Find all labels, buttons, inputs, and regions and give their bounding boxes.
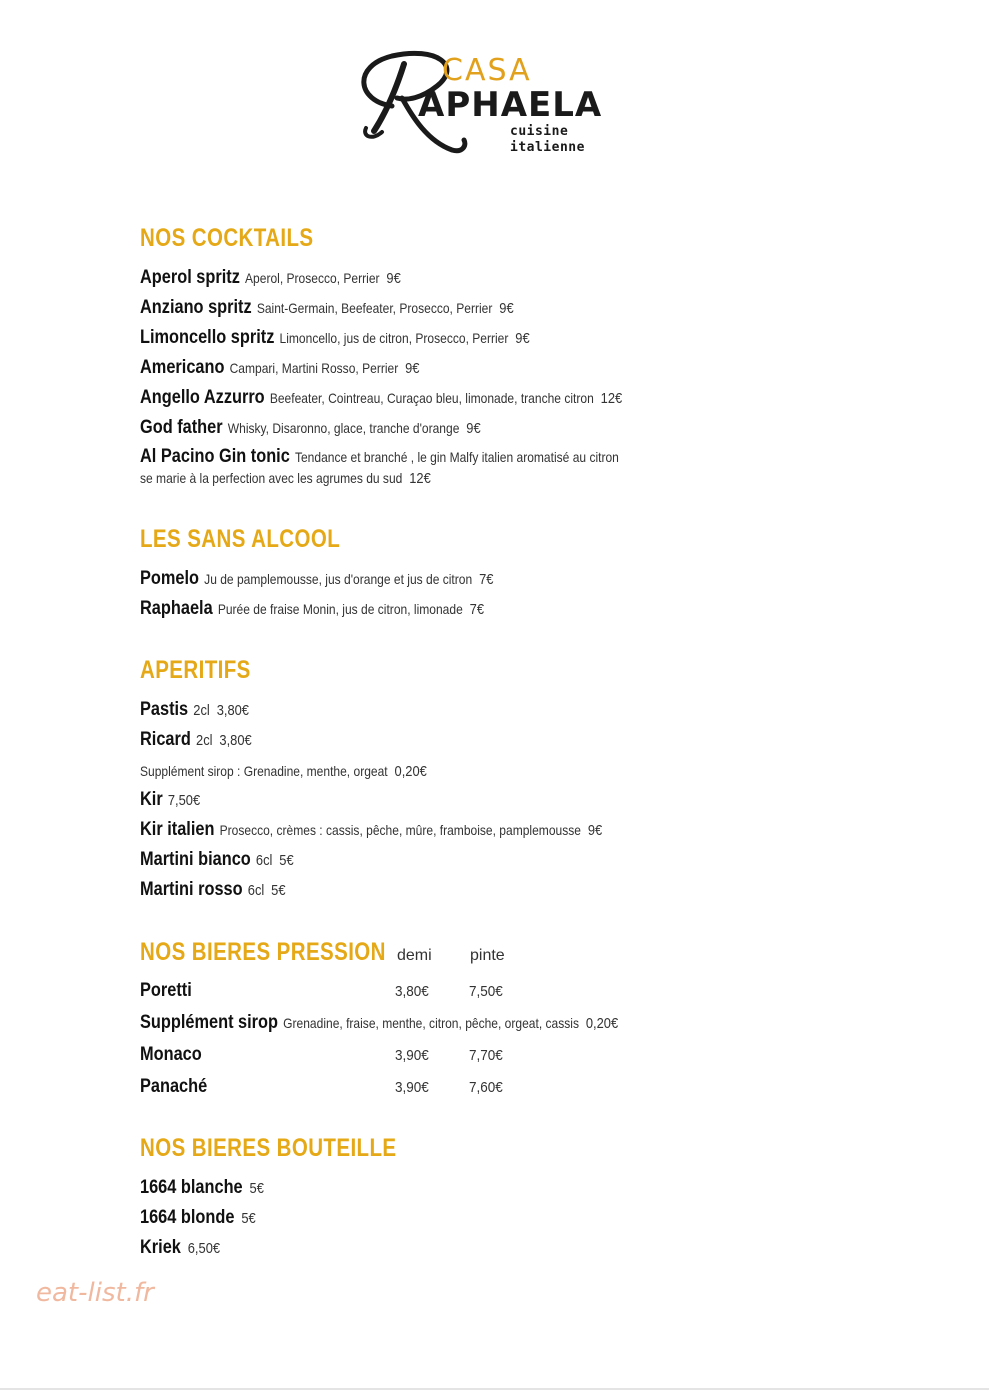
item-name: 1664 blonde: [140, 1207, 235, 1228]
item-desc: Beefeater, Cointreau, Curaçao bleu, limonade, tranche citron: [269, 390, 594, 406]
menu-item: [140, 819, 602, 842]
watermark-text: eat-list.fr: [36, 1278, 154, 1308]
supplement-price: 0,20€: [394, 763, 427, 780]
menu-item: [140, 1207, 256, 1230]
item-name: Americano: [140, 357, 225, 378]
beer-row: [140, 1076, 207, 1099]
item-name: Supplément sirop: [140, 1012, 279, 1033]
supplement-text: Supplément sirop : Grenadine, menthe, orgeat: [140, 763, 388, 779]
item-price: 7€: [469, 601, 484, 618]
item-desc-continued: [140, 468, 431, 489]
item-price: 9€: [499, 300, 514, 317]
logo-raphaela-text: APHAELA: [418, 85, 603, 125]
item-price: 5€: [279, 852, 294, 869]
item-qty: 2cl: [193, 702, 210, 719]
menu-item: [140, 1012, 618, 1035]
page-bottom-divider: [0, 1388, 989, 1390]
item-price: 12€: [409, 470, 431, 487]
item-price: 9€: [466, 420, 481, 437]
logo-subtitle: cuisine italienne: [510, 124, 585, 155]
col-demi-header: demi: [397, 947, 432, 964]
item-name: Angello Azzurro: [140, 387, 265, 408]
item-name: 1664 blanche: [140, 1177, 243, 1198]
item-name: Poretti: [140, 980, 192, 1001]
menu-item: [140, 297, 514, 320]
item-name: God father: [140, 417, 223, 438]
menu-item: [140, 1237, 220, 1260]
supplement-note: [140, 761, 427, 782]
sans-alcool-heading: LES SANS ALCOOL: [140, 525, 341, 553]
item-price: 3,80€: [219, 732, 252, 749]
menu-item: [140, 1177, 264, 1200]
item-name: Pastis: [140, 699, 189, 720]
bouteille-heading: NOS BIERES BOUTEILLE: [140, 1134, 397, 1162]
item-price: 0,20€: [585, 1015, 619, 1032]
item-name: Limoncello spritz: [140, 327, 275, 348]
menu-item: [140, 446, 619, 469]
item-name: Al Pacino Gin tonic: [140, 446, 290, 467]
item-price: 5€: [241, 1210, 256, 1227]
item-desc: Campari, Martini Rosso, Perrier: [229, 360, 399, 376]
restaurant-logo: [352, 46, 642, 158]
item-price: 6,50€: [187, 1240, 221, 1257]
menu-item: [140, 789, 200, 812]
price-pinte: 7,50€: [469, 983, 503, 1000]
item-desc: Ju de pamplemousse, jus d'orange et jus de citron: [204, 571, 473, 587]
price-demi: 3,90€: [395, 1079, 429, 1096]
menu-item: [140, 327, 530, 350]
item-name: Anziano spritz: [140, 297, 252, 318]
cocktails-heading: NOS COCKTAILS: [140, 224, 314, 252]
item-desc: Prosecco, crèmes : cassis, pêche, mûre, framboise, pamplemousse: [219, 822, 581, 838]
item-price: 12€: [600, 390, 623, 407]
item-name: Ricard: [140, 729, 191, 750]
menu-item: [140, 267, 401, 290]
item-price: 9€: [515, 330, 530, 347]
item-desc: Aperol, Prosecco, Perrier: [245, 270, 380, 286]
logo-casa-text: CASA: [442, 53, 532, 88]
item-qty: 6cl: [255, 852, 273, 869]
menu-item: [140, 387, 622, 410]
item-desc: Tendance et branché , le gin Malfy italien aromatisé au citron: [294, 449, 619, 465]
price-demi: 3,90€: [395, 1047, 429, 1064]
col-pinte-header: pinte: [470, 947, 505, 964]
item-qty: 6cl: [247, 882, 265, 899]
aperitifs-heading: APERITIFS: [140, 656, 251, 684]
item-price: 9€: [386, 270, 401, 287]
price-demi: 3,80€: [395, 983, 429, 1000]
item-name: Pomelo: [140, 568, 200, 589]
item-name: Kriek: [140, 1237, 181, 1258]
item-price: 5€: [249, 1180, 264, 1197]
beer-row: [140, 980, 192, 1003]
menu-item: [140, 568, 493, 591]
item-price: 5€: [271, 882, 286, 899]
beer-row: [140, 1044, 202, 1067]
item-name: Kir: [140, 789, 163, 810]
menu-item: [140, 699, 249, 722]
item-desc: Limoncello, jus de citron, Prosecco, Perrier: [279, 330, 509, 346]
item-qty: 2cl: [196, 732, 213, 749]
menu-item: [140, 417, 481, 440]
pression-heading: NOS BIERES PRESSION: [140, 938, 386, 966]
item-price: 9€: [587, 822, 603, 839]
item-desc: Purée de fraise Monin, jus de citron, limonade: [217, 601, 463, 617]
item-desc: Whisky, Disaronno, glace, tranche d'orange: [227, 420, 460, 436]
menu-item: [140, 598, 484, 621]
item-name: Monaco: [140, 1044, 202, 1065]
item-name: Raphaela: [140, 598, 213, 619]
item-price: 7,50€: [167, 792, 201, 809]
price-pinte: 7,60€: [469, 1079, 503, 1096]
item-price: 9€: [405, 360, 420, 377]
item-desc: Saint-Germain, Beefeater, Prosecco, Perrier: [256, 300, 493, 316]
price-pinte: 7,70€: [469, 1047, 503, 1064]
item-name: Martini bianco: [140, 849, 251, 870]
item-desc-line2: se marie à la perfection avec les agrumes du sud: [140, 470, 403, 486]
item-price: 7€: [479, 571, 494, 588]
item-name: Martini rosso: [140, 879, 243, 900]
item-name: Kir italien: [140, 819, 215, 840]
menu-item: [140, 729, 252, 752]
item-name: Panaché: [140, 1076, 208, 1097]
menu-item: [140, 357, 419, 380]
menu-item: [140, 849, 294, 872]
menu-item: [140, 879, 286, 902]
item-name: Aperol spritz: [140, 267, 240, 288]
item-desc: Grenadine, fraise, menthe, citron, pêche, orgeat, cassis: [283, 1015, 579, 1031]
item-price: 3,80€: [216, 702, 249, 719]
